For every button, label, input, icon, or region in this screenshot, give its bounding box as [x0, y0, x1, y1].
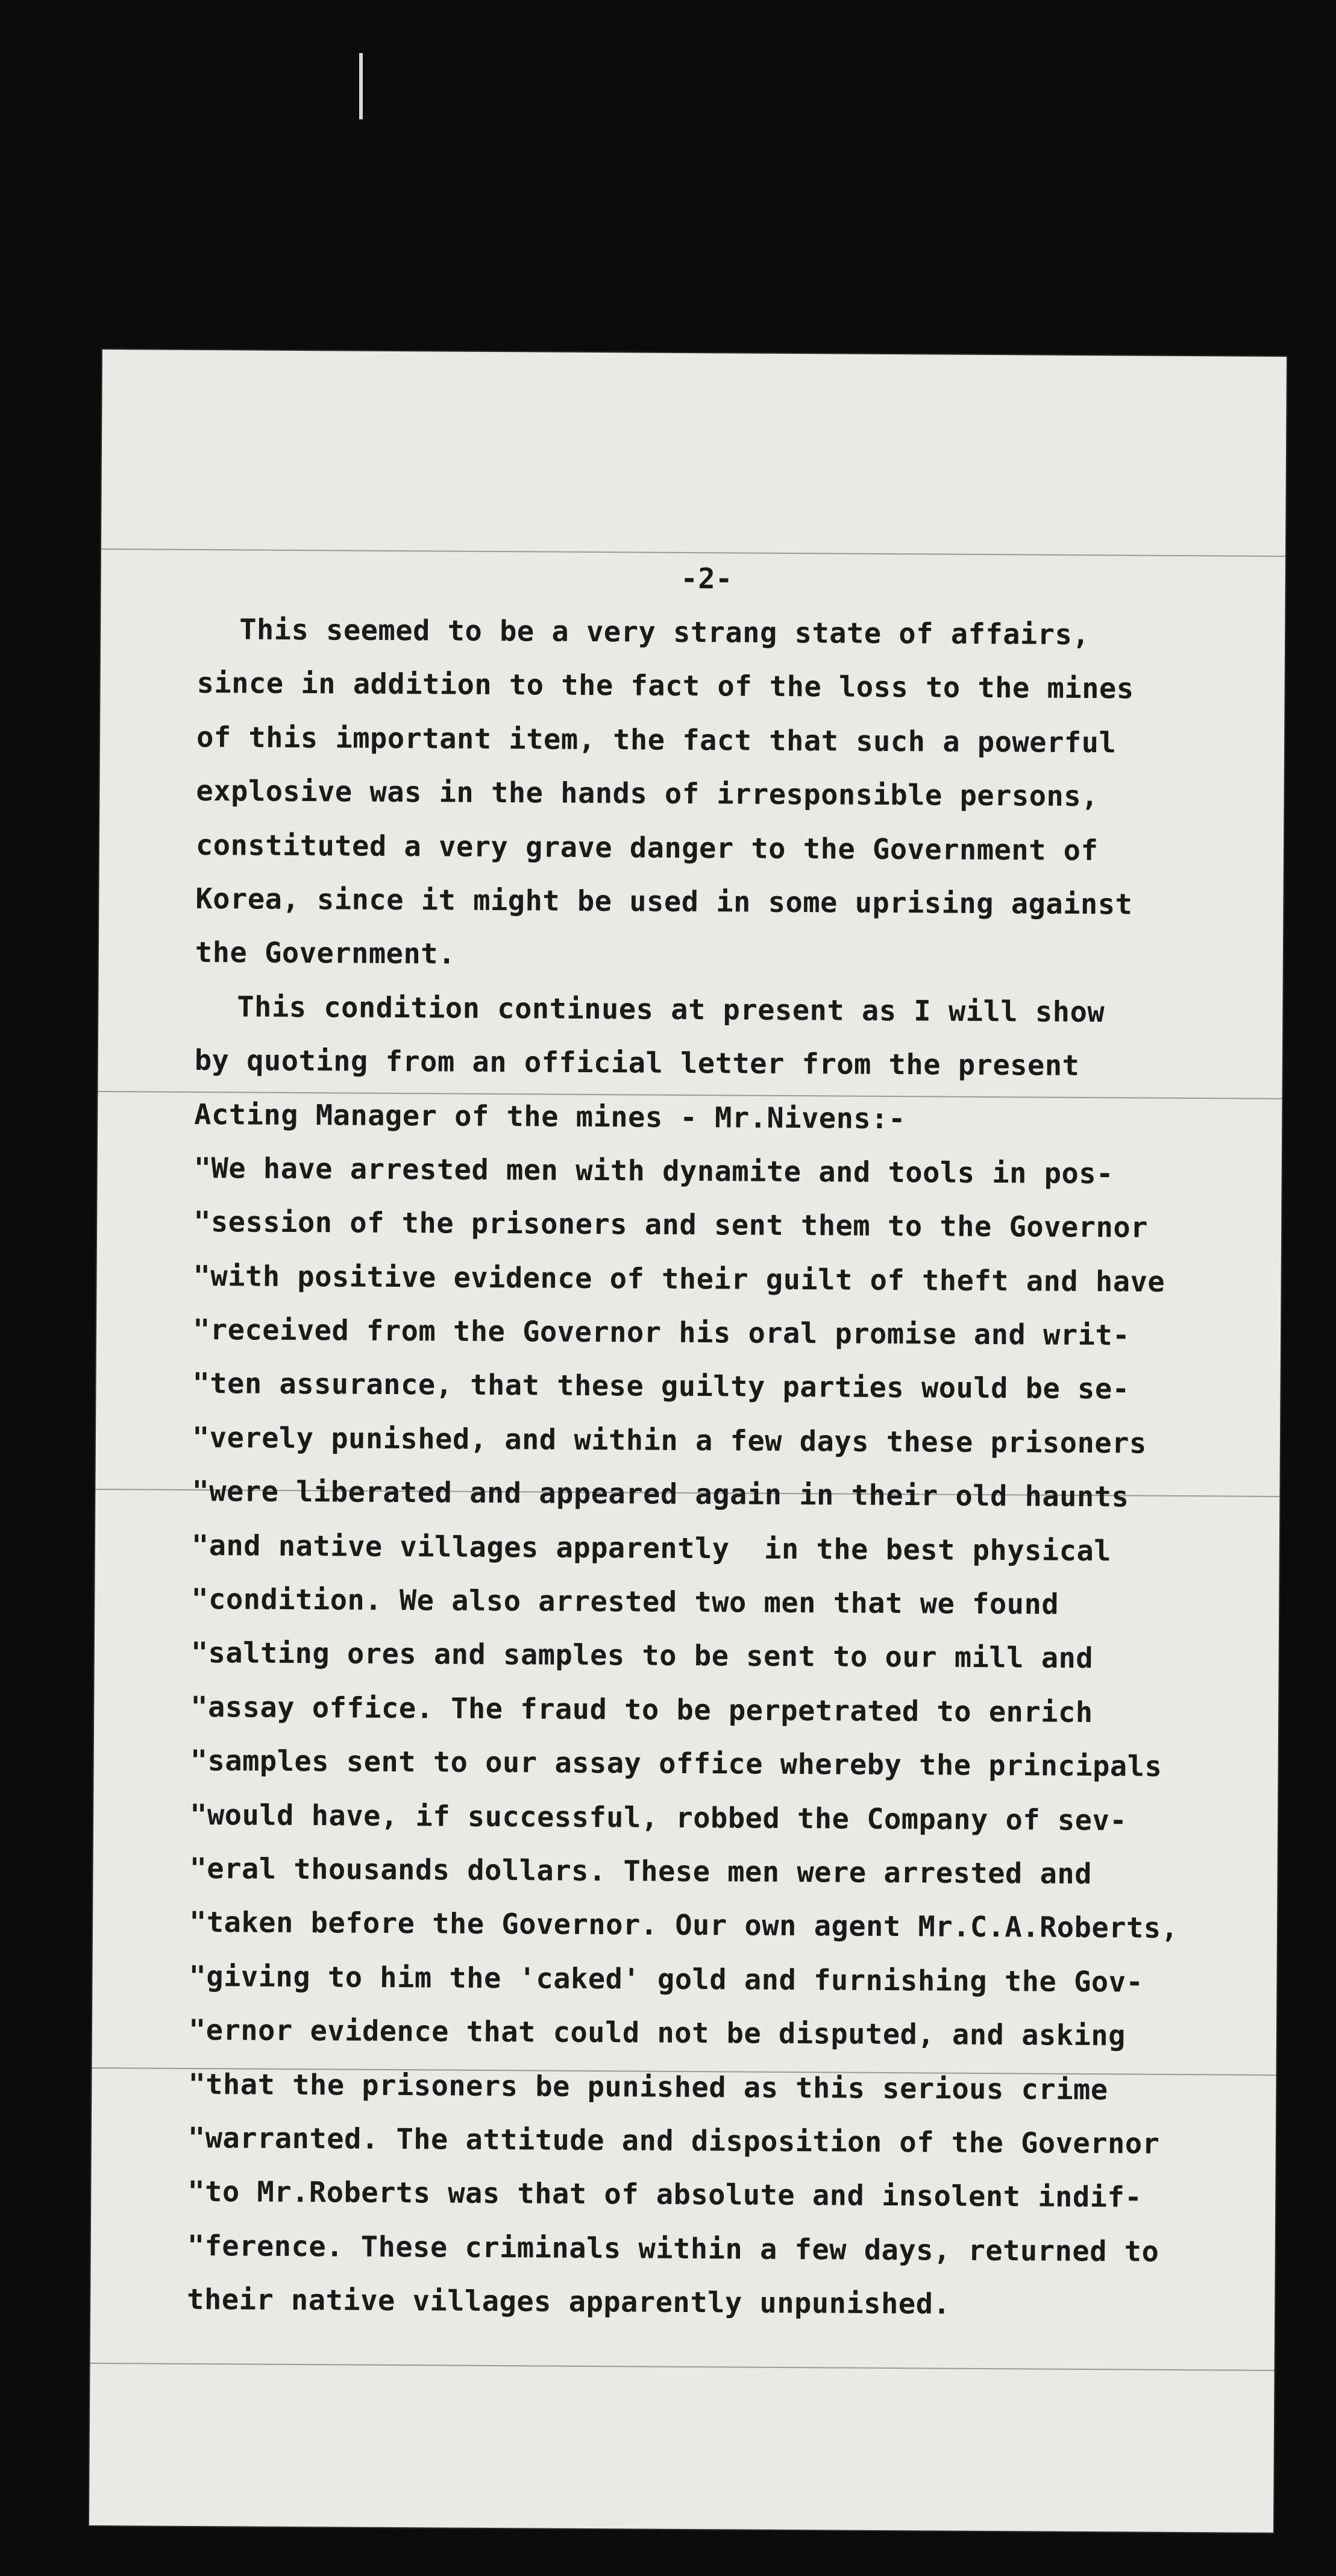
text-line: "condition. We also arrested two men that we found — [191, 1582, 1059, 1621]
text-line: the Government. — [195, 936, 456, 971]
text-line: since in addition to the fact of the loss to the mines — [196, 667, 1134, 706]
text-line: "taken before the Governor. Our own agent Mr.C.A.Roberts, — [189, 1906, 1179, 1946]
text-line: Korea, since it might be used in some uprising against — [195, 882, 1133, 922]
text-line: "ference. These criminals within a few days, returned to — [187, 2229, 1159, 2269]
ruling-line — [90, 2363, 1275, 2371]
text-line: explosive was in the hands of irresponsible persons, — [196, 774, 1099, 814]
text-line: "giving to him the 'caked' gold and furnishing the Gov- — [189, 1959, 1144, 1999]
page-number: -2- — [680, 562, 733, 596]
text-line: "that the prisoners be punished as this serious crime — [188, 2067, 1108, 2106]
text-line: "would have, if successful, robbed the Company of sev- — [189, 1798, 1127, 1838]
text-line: "received from the Governor his oral promise and writ- — [192, 1313, 1131, 1352]
text-line: "and native villages apparently in the best physical — [191, 1528, 1112, 1568]
text-line: "eral thousands dollars. These men were arrested and — [189, 1852, 1093, 1891]
text-line: Acting Manager of the mines - Mr.Nivens:- — [194, 1098, 906, 1136]
text-line: This condition continues at present as I will show — [237, 990, 1105, 1029]
film-edge-mark — [359, 53, 363, 119]
text-line: "We have arrested men with dynamite and tools in pos- — [193, 1151, 1114, 1191]
paragraph-2 — [194, 980, 1256, 1148]
text-line: "warranted. The attitude and disposition of the Governor — [187, 2121, 1160, 2161]
text-line: "were liberated and appeared again in their old haunts — [192, 1475, 1129, 1514]
text-line: "with positive evidence of their guilt of theft and have — [193, 1259, 1165, 1299]
text-line: "salting ores and samples to be sent to our mill and — [190, 1636, 1094, 1676]
text-line: by quoting from an official letter from the present — [194, 1044, 1080, 1083]
text-line: of this important item, the fact that such a powerful — [196, 720, 1117, 760]
text-line: "session of the prisoners and sent them to the Governor — [193, 1205, 1149, 1245]
text-line: "samples sent to our assay office whereby the principals — [190, 1744, 1162, 1783]
letter-body — [187, 549, 1258, 2333]
text-line: "assay office. The fraud to be perpetrated to enrich — [190, 1690, 1093, 1729]
text-line: This seemed to be a very strang state of affairs, — [239, 613, 1090, 652]
text-line: their native villages apparently unpunished. — [187, 2283, 951, 2321]
text-line: constituted a very grave danger to the Government of — [195, 828, 1099, 867]
typed-page — [89, 350, 1287, 2533]
text-line: "to Mr.Roberts was that of absolute and insolent indif- — [187, 2175, 1143, 2214]
text-line: "verely punished, and within a few days these prisoners — [192, 1421, 1147, 1460]
quoted-letter — [187, 1142, 1255, 2333]
paragraph-1 — [195, 603, 1258, 986]
text-line: "ten assurance, that these guilty parties would be se- — [192, 1367, 1130, 1406]
text-line: "ernor evidence that could not be disputed, and asking — [188, 2014, 1126, 2053]
